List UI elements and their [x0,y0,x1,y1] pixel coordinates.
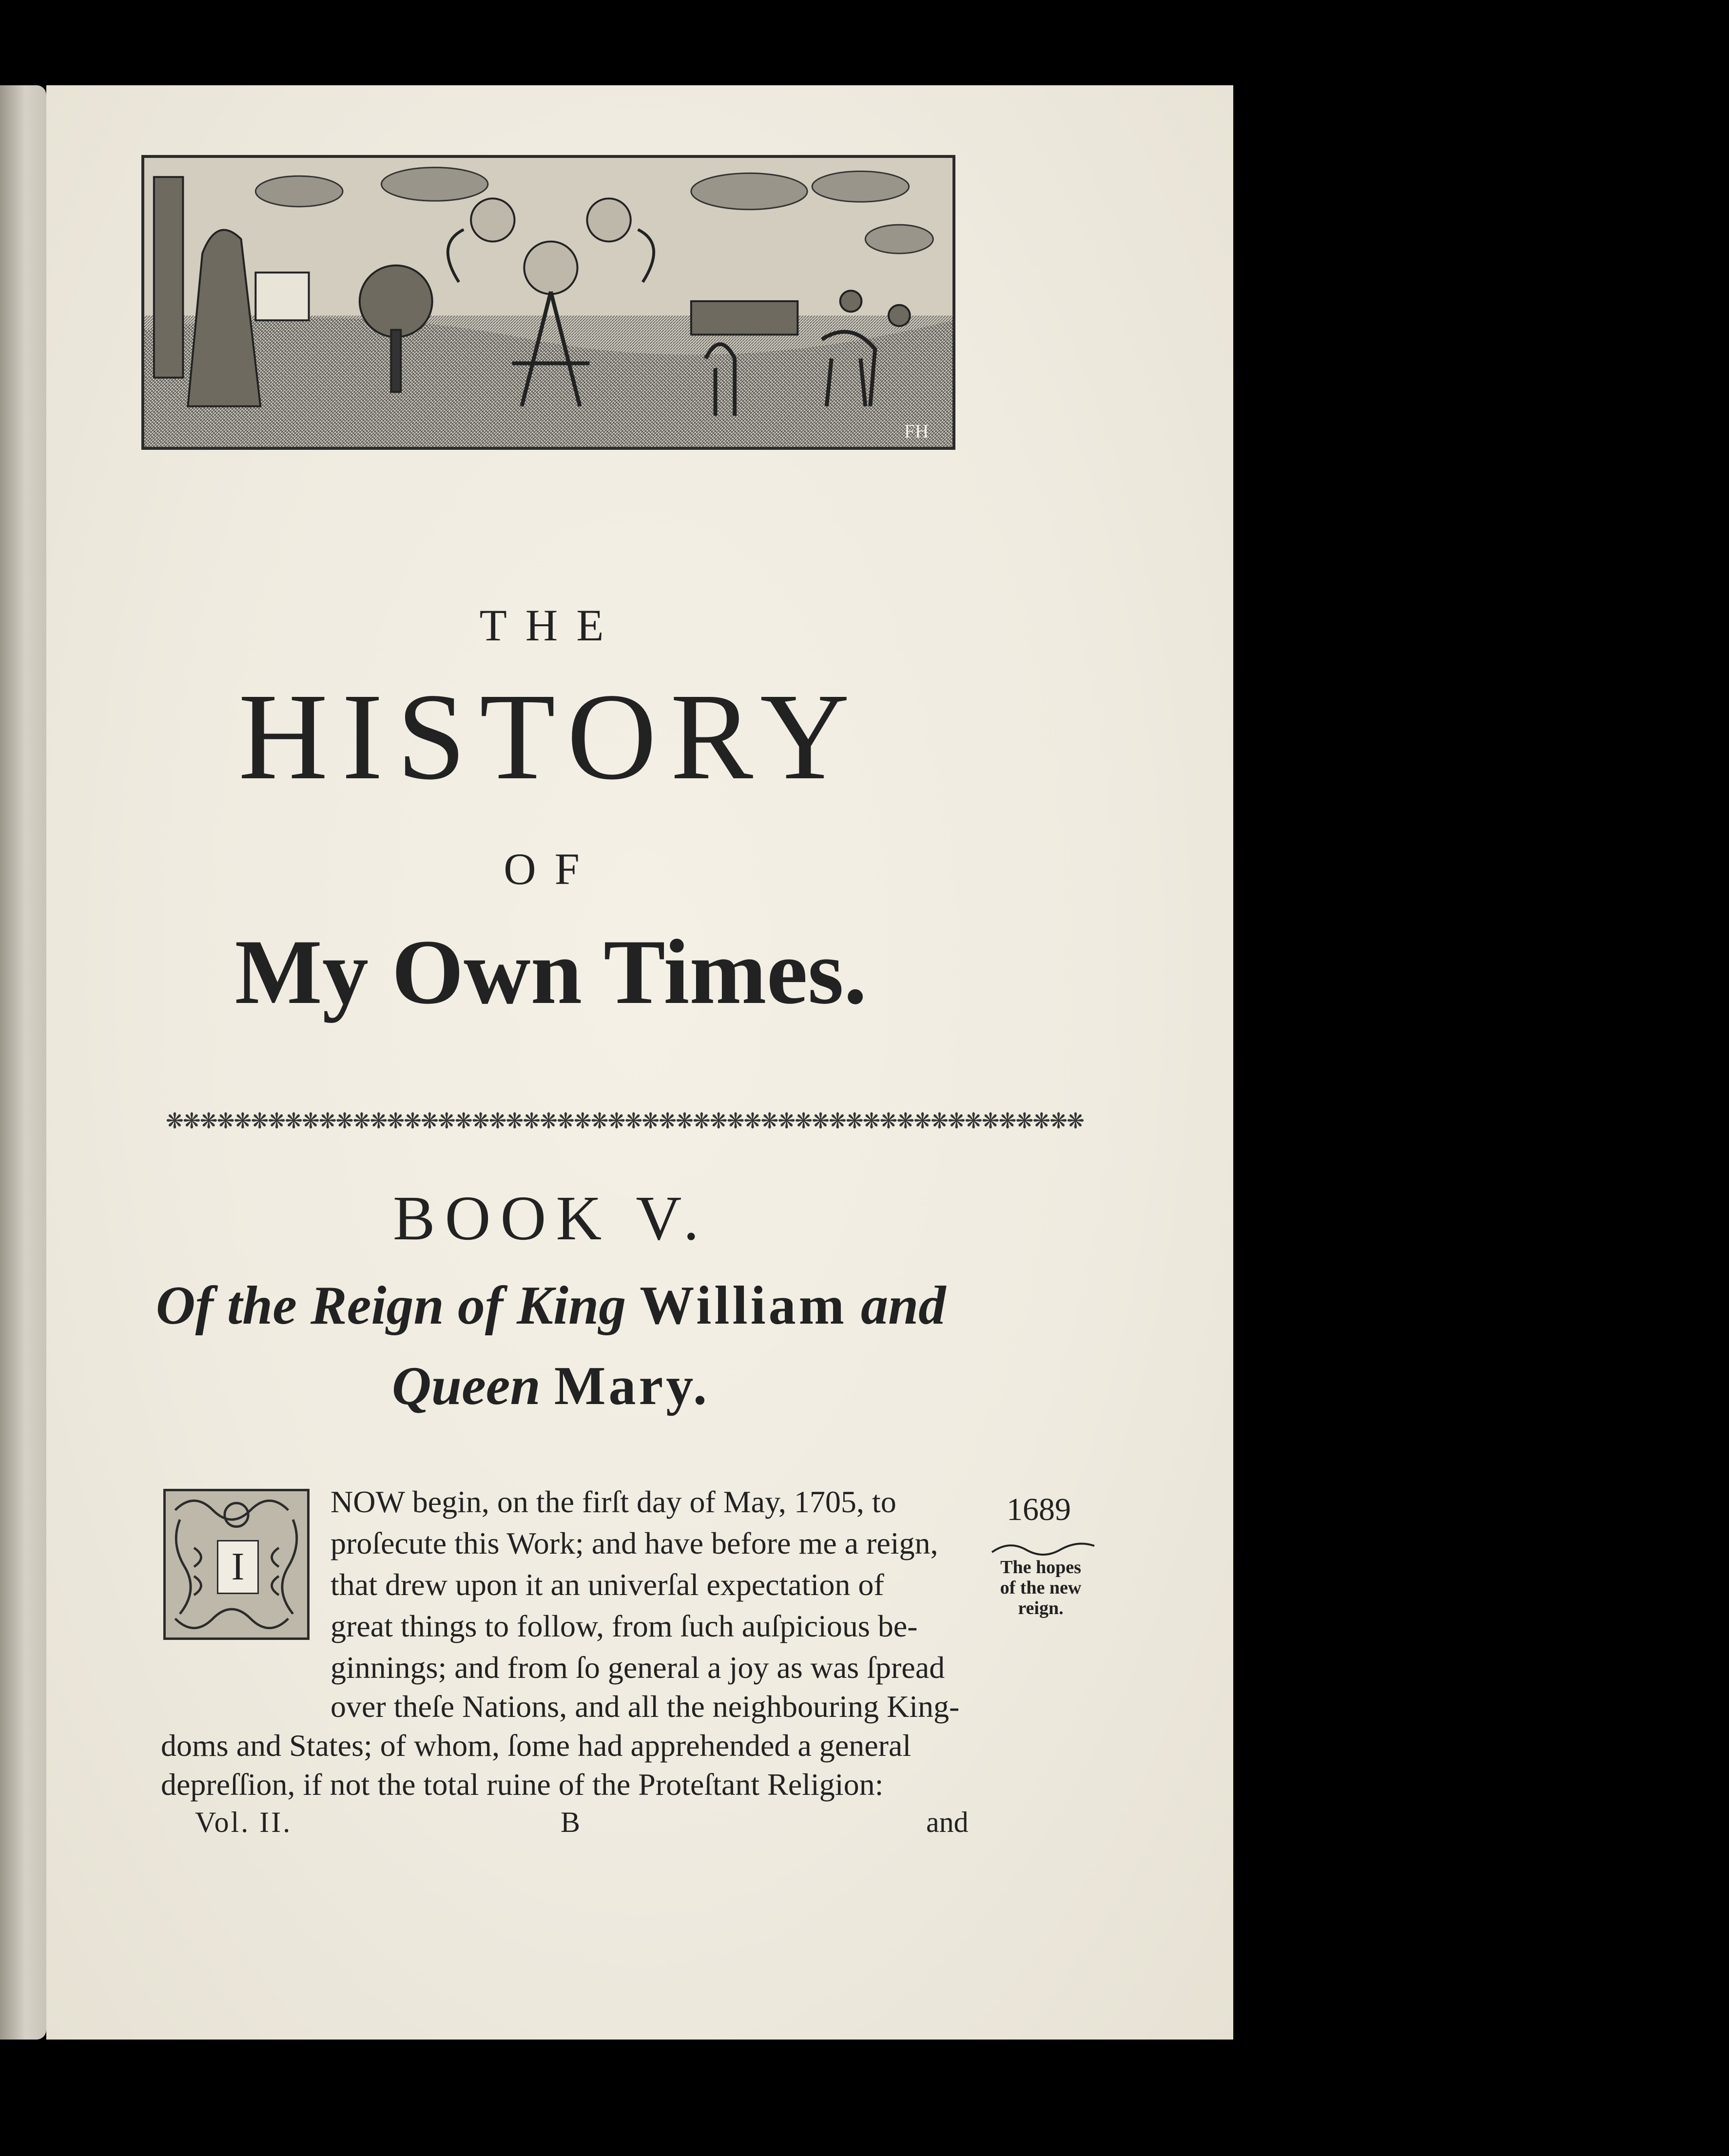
reign-line2-pre: Queen [391,1356,541,1416]
title-the: THE [479,600,622,650]
marginal-note [987,1557,1094,1618]
reign-queen-name: Mary. [554,1356,710,1416]
marginal-swash-ornament [990,1540,1097,1559]
book-heading: BOOK V. [392,1183,709,1253]
reign-line1-post: and [860,1275,946,1336]
dropcap-letter: I [217,1540,259,1594]
title-of: OF [504,844,598,894]
body-line-1: NOW begin, on the firſt day of May, 1705, to [330,1484,896,1519]
body-line-2: proſecute this Work; and have before me a reign, [330,1526,938,1560]
footer-volume: Vol. II. [195,1806,292,1838]
marginal-note-line-2: of the new [1000,1578,1082,1598]
footer-catchword: and [926,1806,969,1838]
engraved-headpiece [141,155,955,450]
marginal-year: 1689 [1007,1492,1071,1527]
body-line-4: great things to follow, from ſuch auſpicious be- [330,1609,918,1643]
decorated-initial [163,1489,310,1640]
ornamental-rule: ❋❋❋❋❋❋❋❋❋❋❋❋❋❋❋❋❋❋❋❋❋❋❋❋❋❋❋❋❋❋❋❋❋❋❋❋❋❋❋❋❋❋❋❋❋❋❋❋❋❋❋❋❋❋ [166,1109,1084,1133]
body-line-5: ginnings; and from ſo general a joy as was ſpread [330,1650,945,1685]
reign-king-name: William [640,1275,847,1336]
body-line-8: depreſſion, if not the total ruine of the Proteſtant Religion: [161,1767,884,1802]
body-line-3: that drew upon it an univerſal expectation of [330,1567,884,1602]
marginal-note-line-1: The hopes [1000,1557,1081,1578]
body-line-6: over theſe Nations, and all the neighbouring King- [330,1689,960,1724]
reign-heading-line-1 [117,1274,985,1337]
marginal-note-line-3: reign. [1018,1598,1064,1618]
title-subtitle: My Own Times. [234,921,867,1023]
reign-line1-pre: Of the Reign of King [155,1275,626,1336]
title-history: HISTORY [238,668,864,806]
headpiece-signature: FH [904,420,929,442]
left-page-edge [0,85,46,2040]
reign-heading-line-2 [117,1355,985,1418]
body-line-7: doms and States; of whom, ſome had apprehended a general [161,1728,912,1763]
footer-signature: B [561,1806,581,1838]
